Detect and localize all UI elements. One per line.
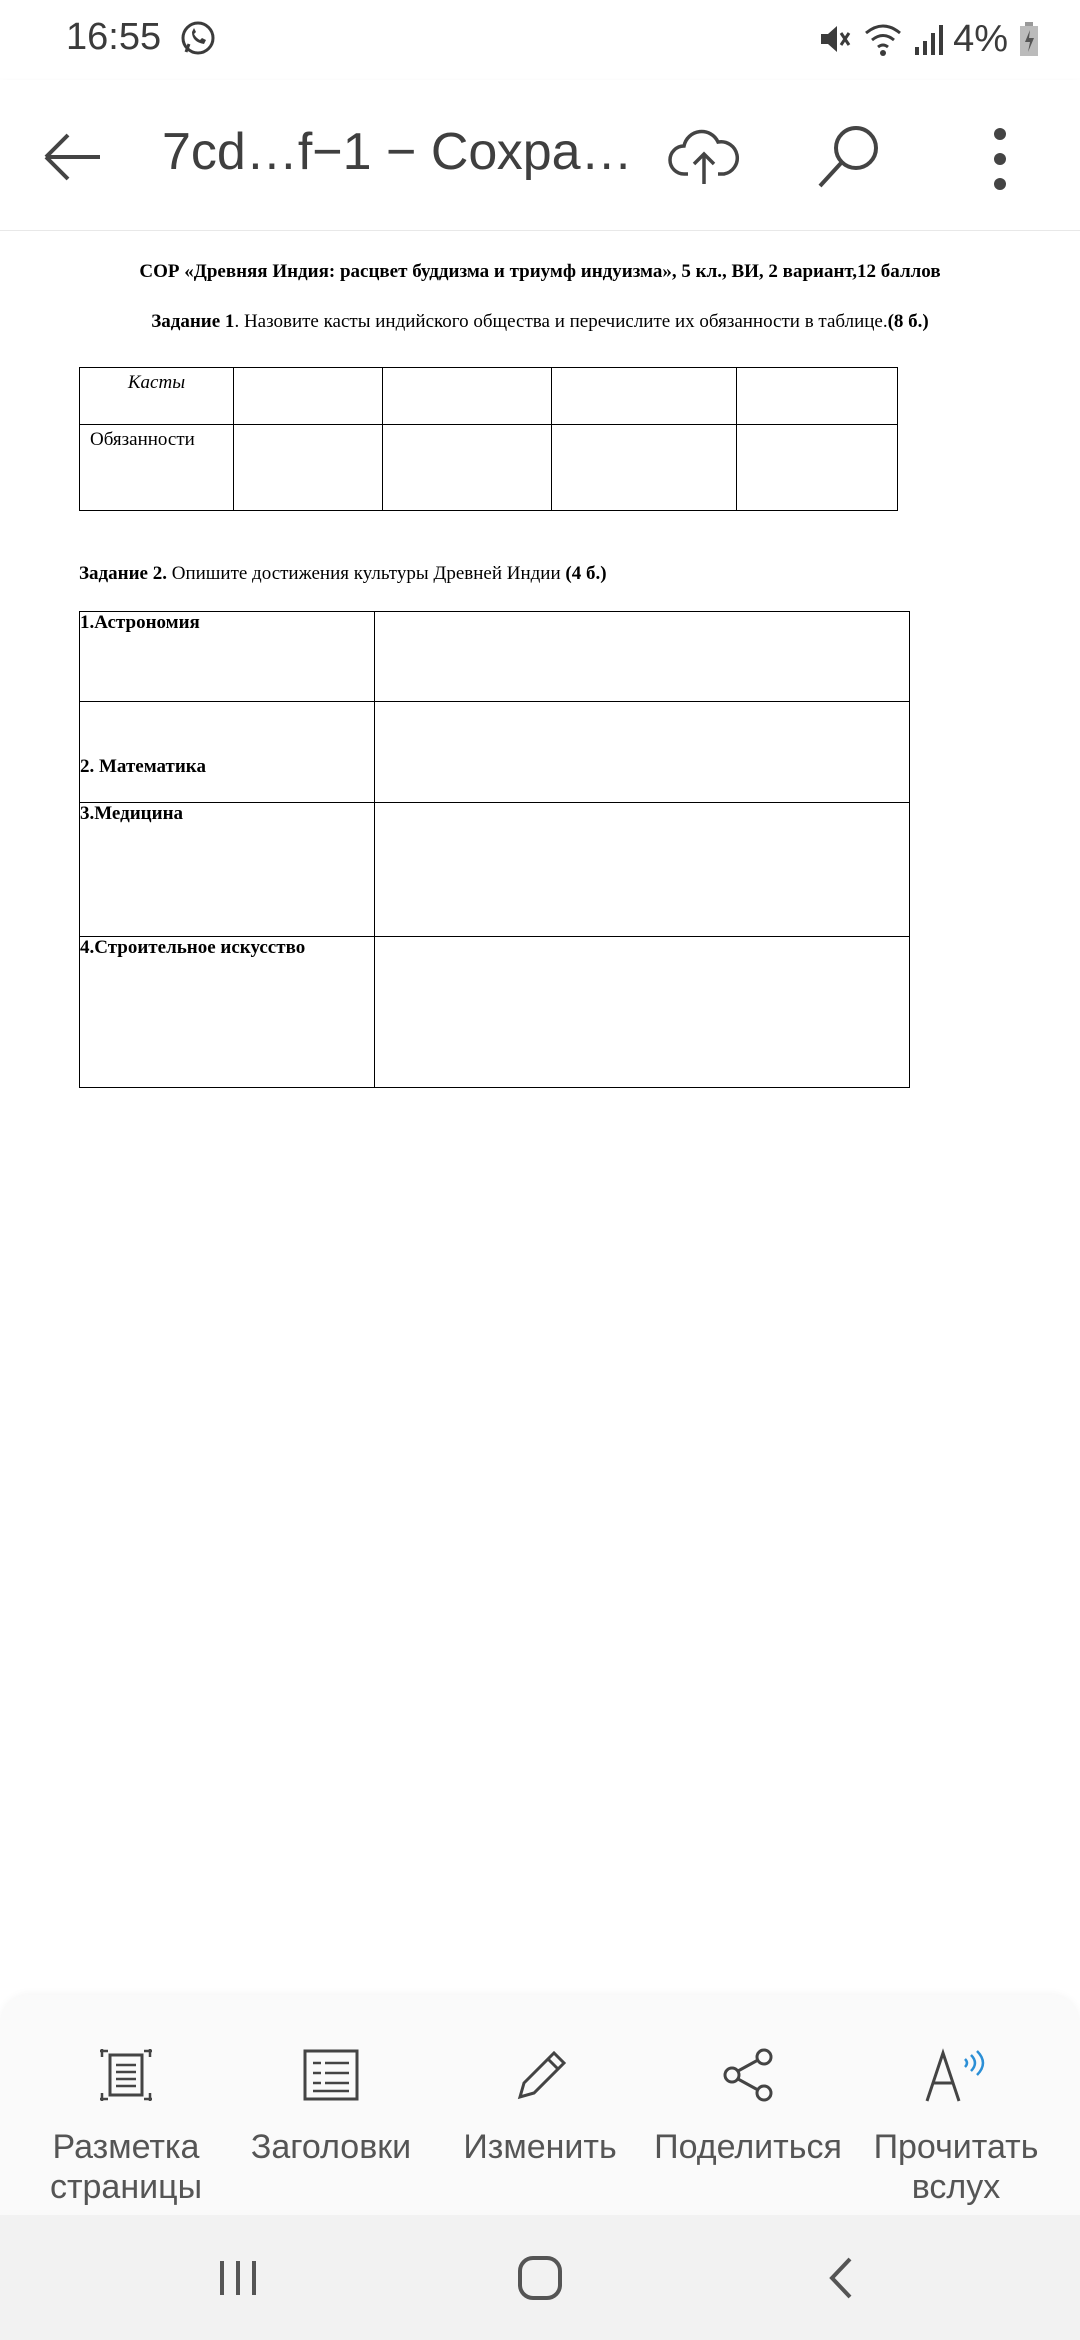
share-icon bbox=[718, 2045, 778, 2105]
task-2 bbox=[79, 563, 607, 585]
share-button[interactable] bbox=[640, 1995, 856, 2215]
table-cell[interactable] bbox=[234, 368, 383, 425]
whatsapp-icon bbox=[178, 18, 218, 58]
bottom-toolbar bbox=[0, 1995, 1080, 2215]
table-cell[interactable] bbox=[375, 612, 910, 702]
table-row bbox=[80, 937, 910, 1088]
wifi-icon bbox=[863, 21, 903, 57]
table-cell-construction: 4.Строительное искусство bbox=[80, 937, 375, 1088]
table-cell[interactable] bbox=[552, 368, 737, 425]
recent-apps-icon[interactable] bbox=[208, 2253, 268, 2303]
table-row bbox=[80, 803, 910, 937]
home-icon[interactable] bbox=[510, 2253, 570, 2303]
document-heading: СОР «Древняя Индия: расцвет буддизма и триумф индуизма», 5 кл., ВИ, 2 вариант,12 баллов bbox=[139, 261, 941, 282]
edit-button[interactable] bbox=[432, 1995, 648, 2215]
table-cell[interactable] bbox=[234, 425, 383, 511]
task-1-points: (8 б.) bbox=[887, 311, 929, 332]
castes-table bbox=[79, 367, 898, 511]
tool-label: Заголовки bbox=[250, 2128, 412, 2166]
table-cell[interactable] bbox=[737, 425, 898, 511]
back-icon[interactable] bbox=[812, 2253, 872, 2303]
task-2-points: (4 б.) bbox=[565, 563, 607, 584]
table-row bbox=[80, 702, 910, 803]
status-icons bbox=[817, 14, 1040, 64]
table-row bbox=[80, 612, 910, 702]
read-aloud-button[interactable] bbox=[848, 1995, 1064, 2215]
task-1 bbox=[0, 311, 1080, 333]
signal-icon bbox=[913, 21, 943, 57]
table-cell[interactable] bbox=[375, 937, 910, 1088]
table-row bbox=[80, 368, 898, 425]
app-bar bbox=[0, 80, 1080, 231]
page-layout-button[interactable] bbox=[18, 1995, 234, 2215]
table-row bbox=[80, 425, 898, 511]
headings-button[interactable] bbox=[223, 1995, 439, 2215]
battery-icon bbox=[1018, 21, 1040, 57]
table-cell[interactable] bbox=[375, 702, 910, 803]
mute-icon bbox=[817, 21, 853, 57]
table-cell-castes: Касты bbox=[80, 368, 234, 425]
page-layout-icon bbox=[96, 2045, 156, 2105]
task-1-label: Задание 1 bbox=[151, 311, 235, 332]
more-vertical-icon[interactable] bbox=[970, 122, 1030, 196]
table-cell[interactable] bbox=[383, 368, 552, 425]
back-arrow-icon[interactable] bbox=[36, 122, 106, 192]
search-icon[interactable] bbox=[812, 120, 886, 194]
tool-label: Разметка страницы bbox=[49, 2128, 203, 2206]
pencil-icon bbox=[510, 2045, 570, 2105]
status-time: 16:55 bbox=[66, 16, 162, 58]
tool-label: Прочитать вслух bbox=[873, 2128, 1039, 2206]
table-cell[interactable] bbox=[375, 803, 910, 937]
culture-table bbox=[79, 611, 910, 1088]
tool-label: Изменить bbox=[463, 2128, 617, 2166]
table-cell[interactable] bbox=[383, 425, 552, 511]
battery-percent: 4% bbox=[953, 17, 1008, 60]
tool-label: Поделиться bbox=[654, 2128, 842, 2166]
task-1-text: . Назовите касты индийского общества и перечислите их обязанности в таблице. bbox=[234, 311, 888, 332]
read-aloud-icon bbox=[921, 2045, 991, 2105]
status-bar bbox=[0, 0, 1080, 80]
headings-icon bbox=[301, 2045, 361, 2105]
document-title: 7cd…f−1 − Сохра… bbox=[162, 123, 633, 181]
table-cell-mathematics: 2. Математика bbox=[80, 702, 375, 803]
cloud-upload-icon[interactable] bbox=[668, 124, 740, 190]
table-cell[interactable] bbox=[552, 425, 737, 511]
task-2-label: Задание 2. bbox=[79, 563, 167, 584]
task-2-text: Опишите достижения культуры Древней Индии bbox=[166, 563, 566, 584]
navigation-bar bbox=[0, 2215, 1080, 2340]
table-cell[interactable] bbox=[737, 368, 898, 425]
table-cell-medicine: 3.Медицина bbox=[80, 803, 375, 937]
table-cell-duties: Обязанности bbox=[80, 425, 234, 511]
document-page bbox=[0, 231, 1080, 1991]
table-cell-astronomy: 1.Астрономия bbox=[80, 612, 375, 702]
